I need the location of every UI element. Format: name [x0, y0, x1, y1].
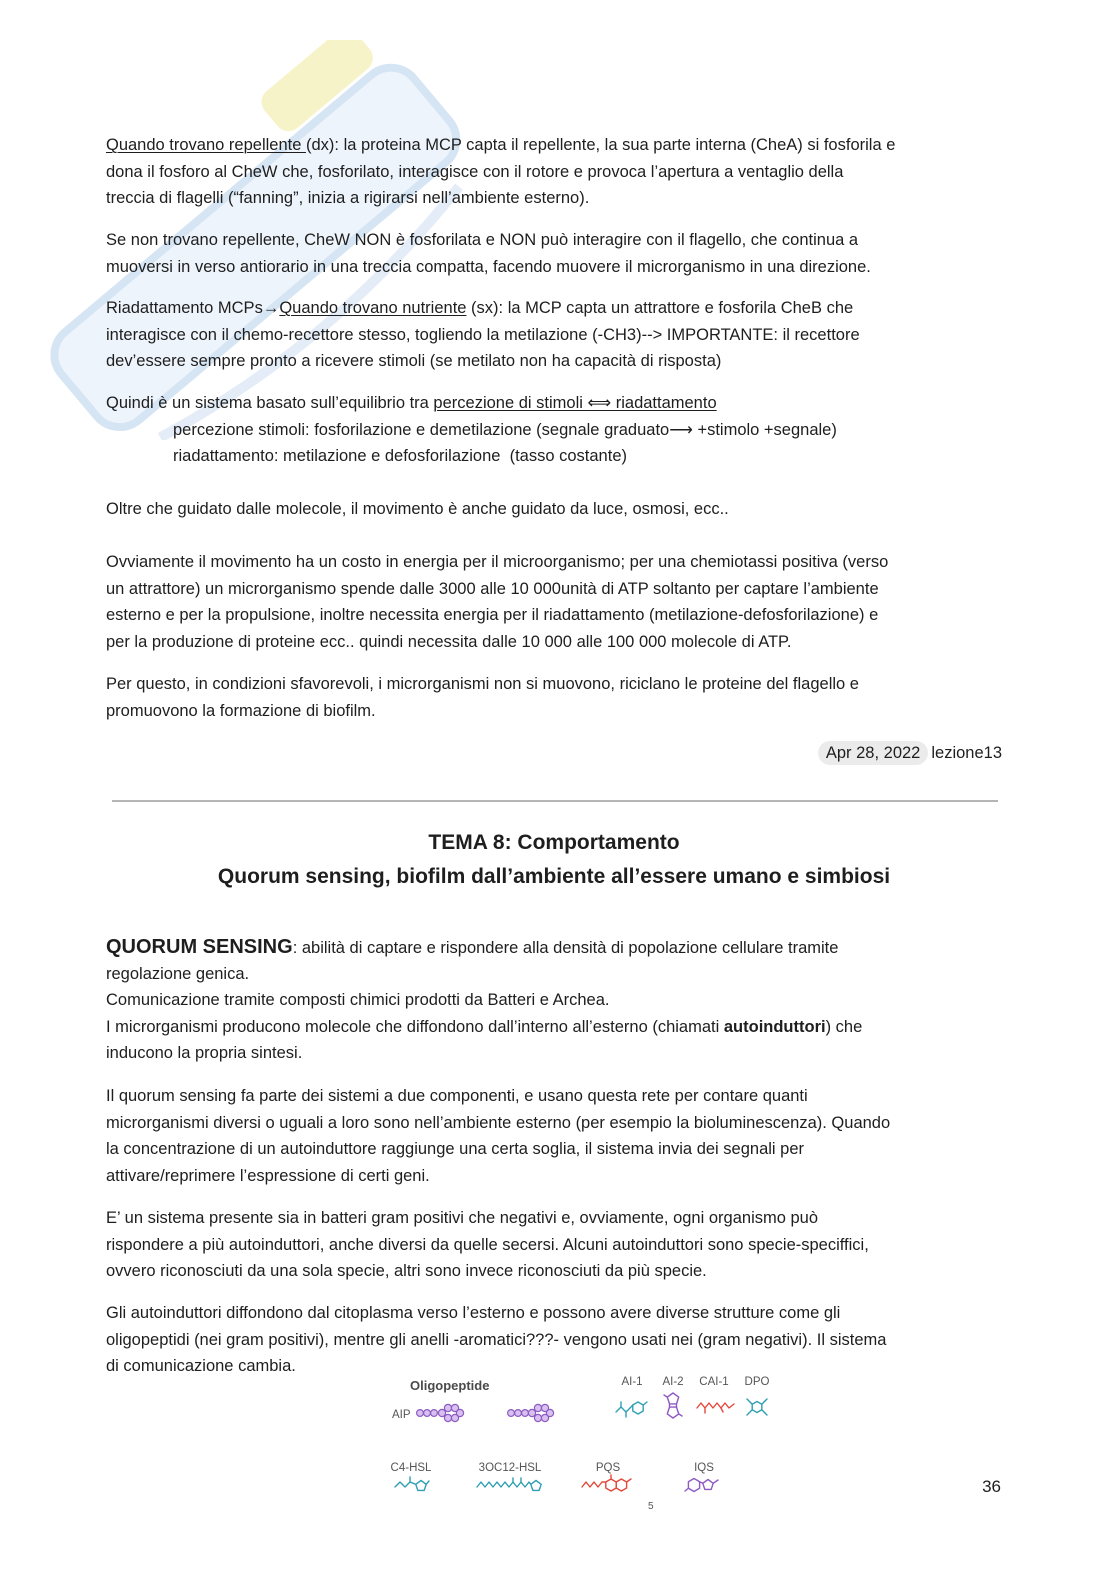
aip-label: AIP: [392, 1409, 411, 1421]
paragraph-line: Se non trovano repellente, CheW NON è fosforilata e NON può interagire con il flagello, che continua a: [106, 231, 859, 249]
line-text: I microrganismi producono molecole che diffondono dall’interno all’esterno (chiamati: [106, 1017, 724, 1036]
section-divider: [112, 800, 998, 802]
pqs-label: PQS: [595, 1462, 621, 1474]
peptide-bead: [431, 1410, 438, 1417]
ring: [633, 1402, 643, 1414]
paragraph-line: un attrattore) un microrganismo spende dalle 3000 alle 10 000unità di ATP soltanto per captare l’ambiente: [106, 579, 879, 598]
carbon-chain: [616, 1405, 633, 1412]
peptide-bead: [522, 1410, 529, 1417]
peptide-bead: [456, 1409, 463, 1416]
balance-underlined-phrase: percezione di stimoli ⟺ riadattamento: [433, 394, 717, 412]
paragraph-line: oligopeptidi (nei gram positivi), mentre gli anelli -aromatici???- vengono usati nei (gram negativi). Il sistema: [106, 1330, 887, 1349]
peptide-bead: [508, 1410, 515, 1417]
paragraph-line: di comunicazione cambia.: [106, 1357, 296, 1375]
line-text: (sx): la MCP capta un attrattore e fosforila CheB che: [466, 299, 854, 317]
quorum-sensing-term: QUORUM SENSING: [106, 936, 293, 958]
line-text: (dx): la proteina MCP capta il repellente, la sua parte interna (CheA) si fosforila e: [305, 136, 896, 154]
autoinducers-term: autoinduttori: [723, 1017, 826, 1036]
peptide-bead: [424, 1410, 431, 1417]
perception-item: percezione stimoli: fosforilazione e demetilazione (segnale graduato⟶ +stimolo +segnale): [173, 420, 837, 439]
carbon-chain: [697, 1403, 734, 1408]
pqs-molecule: [582, 1475, 631, 1491]
cai-1-label: CAI-1: [699, 1376, 729, 1388]
paragraph-line: Per questo, in condizioni sfavorevoli, i microrganismi non si muovono, riciclano le proteine del flagello e: [106, 675, 859, 693]
ring: [688, 1479, 699, 1492]
no-repellent-paragraph: [106, 227, 871, 280]
ai-1-molecule: [616, 1402, 647, 1417]
c4-hsl-label: C4-HSL: [390, 1462, 432, 1474]
two-component-paragraph: [106, 1083, 890, 1189]
lactone-ring: [416, 1481, 426, 1491]
3oc12-hsl-label: 3OC12-HSL: [478, 1462, 542, 1474]
dpo-molecule: [747, 1399, 767, 1415]
iqs-label: IQS: [694, 1462, 714, 1474]
paragraph-line: treccia di flagelli (“fanning”, inizia a rigirarsi nell’ambiente esterno).: [106, 189, 590, 207]
oligopeptide-molecule: [508, 1404, 554, 1421]
side-groups: [705, 1408, 723, 1413]
repellent-paragraph: [106, 132, 895, 212]
page-number: 36: [982, 1477, 1001, 1496]
paragraph-line: Comunicazione tramite composti chimici prodotti da Batteri e Archea.: [106, 991, 610, 1009]
paragraph-line: [106, 295, 860, 322]
peptide-bead: [444, 1404, 451, 1411]
lesson-dateline: [818, 740, 1002, 767]
autoinducer-structures-figure: [380, 1368, 790, 1510]
section-title: TEMA 8: Comportamento: [428, 831, 680, 854]
readaptation-item: riadattamento: metilazione e defosforilazione (tasso costante): [173, 447, 627, 465]
ai-2-molecule: [664, 1393, 682, 1418]
paragraph-line: per la produzione di proteine ecc.. quindi necessita dalle 10 000 alle 100 000 molecole di ATP.: [106, 632, 792, 651]
peptide-bead: [546, 1409, 553, 1416]
readaptation-paragraph: [106, 295, 860, 375]
iqs-molecule: [685, 1479, 718, 1492]
peptide-bead: [444, 1414, 451, 1421]
ring: [703, 1480, 713, 1490]
paragraph-line: [106, 934, 862, 961]
oligopeptide-title: Oligopeptide: [410, 1378, 490, 1393]
balance-paragraph: [106, 390, 837, 470]
dpo-label: DPO: [744, 1376, 770, 1388]
line-text: : abilità di captare e rispondere alla densità di popolazione cellulare tramite: [292, 939, 839, 957]
paragraph-line: rispondere a più autoinduttori, anche diversi da quelle secersi. Alcuni autoinduttori sono specie-speciffici,: [106, 1235, 869, 1254]
peptide-bead: [528, 1409, 535, 1416]
ring: [667, 1393, 678, 1404]
line-text: ) che: [825, 1017, 863, 1036]
ring: [752, 1402, 762, 1413]
paragraph-line: dev’essere sempre pronto a ricevere stimoli (se metilato non ha capacità di risposta): [106, 352, 722, 370]
paragraph-line: dona il fosforo al CheW che, fosforilato, interagisce con il rotore e provoca l’apertura a ventaglio della: [106, 162, 844, 181]
paragraph-line: la concentrazione di un autoinduttore raggiunge una certa soglia, il sistema invia dei segnali per: [106, 1140, 805, 1158]
ring: [616, 1479, 626, 1491]
paragraph-line: interagisce con il chemo-recettore stesso, togliendo la metilazione (-CH3)--> IMPORTANTE: il recettore: [106, 325, 860, 344]
paragraph-line: esterno e per la propulsione, inoltre necessita energia per il riadattamento (metilazione-defosforilazione) e: [106, 606, 879, 624]
3oc12-hsl-molecule: [477, 1478, 541, 1490]
paragraph-line: [106, 390, 837, 417]
cai-1-molecule: [697, 1403, 734, 1413]
carbon-chain: [477, 1482, 531, 1487]
carbon-chain: [395, 1482, 416, 1487]
quorum-sensing-definition: [106, 934, 862, 1067]
peptide-bead: [417, 1410, 424, 1417]
paragraph-line: regolazione genica.: [106, 964, 250, 983]
ring: [667, 1407, 678, 1418]
lactone-ring: [531, 1481, 541, 1491]
peptide-bead: [534, 1414, 541, 1421]
peptide-bead: [534, 1404, 541, 1411]
paragraph-line: inducono la propria sintesi.: [106, 1044, 303, 1062]
paragraph-line: Gli autoinduttori diffondono dal citoplasma verso l’esterno e possono avere diverse strutture come gli: [106, 1304, 841, 1322]
section-subtitle: Quorum sensing, biofilm dall’ambiente all’essere umano e simbiosi: [217, 865, 891, 888]
paragraph-line: [106, 1014, 862, 1041]
paragraph-line: ovvero riconosciuti da una sola specie, altri sono invece riconosciuti da più specie.: [106, 1262, 707, 1280]
repellent-underlined-phrase: Quando trovano repellente: [106, 136, 306, 154]
paragraph-line: Ovviamente il movimento ha un costo in energia per il microorganismo; per una chemiotassi positiva (verso: [106, 553, 889, 571]
line-text: Riadattamento MCPs→: [106, 299, 280, 317]
paragraph-line: microrganismi diversi o uguali a loro sono nell’ambiente esterno (per esempio la bioluminescenza). Quando: [106, 1113, 891, 1132]
c4-hsl-molecule: [395, 1477, 429, 1490]
paragraph-line: promuovono la formazione di biofilm.: [106, 701, 376, 720]
aip-molecule: [417, 1404, 464, 1421]
line-text: Quindi è un sistema basato sull’equilibrio tra: [106, 394, 434, 412]
peptide-bead: [515, 1410, 522, 1417]
other-cues-paragraph: [106, 496, 729, 523]
peptide-bead: [438, 1409, 445, 1416]
specificity-paragraph: [106, 1205, 869, 1285]
nutrient-underlined-phrase: Quando trovano nutriente: [279, 299, 467, 317]
figure-number-fragment: 5: [648, 1501, 654, 1510]
side-groups: [664, 1395, 682, 1416]
ring: [606, 1479, 616, 1491]
energy-cost-paragraph: [106, 549, 888, 655]
unfavorable-conditions-paragraph: [106, 671, 859, 724]
paragraph-line: attivare/reprimere l’espressione di certi geni.: [106, 1166, 430, 1185]
paragraph-line: E’ un sistema presente sia in batteri gram positivi che negativi e, ovviamente, ogni organismo può: [106, 1209, 819, 1227]
date-chip: Apr 28, 2022: [818, 741, 929, 765]
ai-1-label: AI-1: [621, 1376, 643, 1388]
ai-2-label: AI-2: [662, 1376, 684, 1388]
lesson-number: lezione13: [931, 744, 1002, 762]
side-groups: [513, 1478, 521, 1482]
paragraph-line: [106, 132, 895, 159]
carbon-chain: [582, 1482, 606, 1487]
paragraph-line: Oltre che guidato dalle molecole, il movimento è anche guidato da luce, osmosi, ecc..: [106, 500, 729, 518]
paragraph-line: Il quorum sensing fa parte dei sistemi a due componenti, e usano questa rete per contare quanti: [106, 1087, 808, 1105]
paragraph-line: muoversi in verso antiorario in una treccia compatta, facendo muovere il microrganismo in una direzione.: [106, 257, 871, 276]
